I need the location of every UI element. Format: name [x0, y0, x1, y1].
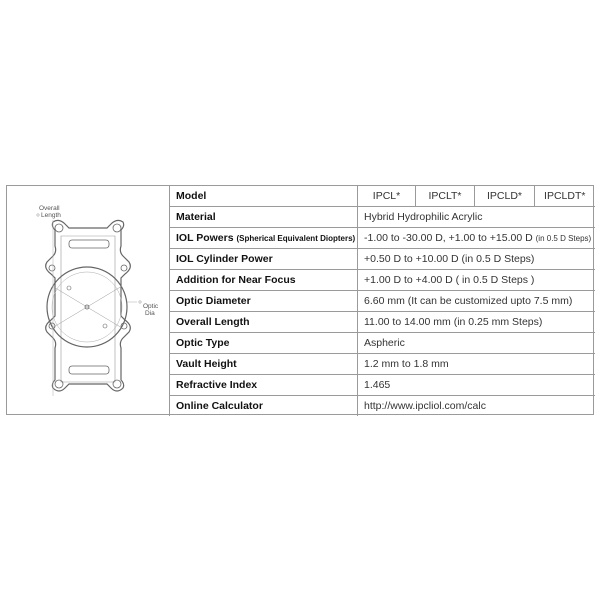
- row-value: Hybrid Hydrophilic Acrylic: [358, 207, 595, 228]
- row-label: Refractive Index: [170, 375, 358, 396]
- row-label: Addition for Near Focus: [170, 270, 358, 291]
- haptic-hole: [121, 265, 127, 271]
- table-row: [170, 312, 595, 333]
- optic-dia-label-2: Dia: [145, 310, 155, 317]
- row-label: Online Calculator: [170, 396, 358, 417]
- model-ipcld: IPCLD*: [475, 186, 535, 207]
- table-row: [170, 354, 595, 375]
- iol-powers-sublabel: (Spherical Equivalent Diopters): [236, 234, 356, 243]
- bottom-ledge: [69, 366, 109, 374]
- row-value: +1.00 D to +4.00 D ( in 0.5 D Steps ): [358, 270, 595, 291]
- row-value: 1.465: [358, 375, 595, 396]
- table-row: [170, 228, 595, 249]
- table-row: [170, 291, 595, 312]
- haptic-hole: [113, 380, 121, 388]
- row-label: [170, 228, 358, 249]
- row-label: Optic Type: [170, 333, 358, 354]
- haptic-hole: [49, 265, 55, 271]
- lens-drawing: [7, 186, 169, 414]
- table-row: [170, 249, 595, 270]
- row-value: [358, 228, 595, 249]
- overall-length-label: Overall: [39, 205, 60, 212]
- table-row-model: [170, 186, 595, 207]
- optic-dot: [67, 286, 71, 290]
- spec-card: [6, 185, 594, 415]
- row-value: +0.50 D to +10.00 D (in 0.5 D Steps): [358, 249, 595, 270]
- haptic-hole: [55, 380, 63, 388]
- iol-powers-steps: (in 0.5 D Steps): [535, 234, 592, 243]
- model-ipclt: IPCLT*: [416, 186, 475, 207]
- table-row: [170, 375, 595, 396]
- lens-diagram: [7, 186, 169, 414]
- row-label: Material: [170, 207, 358, 228]
- iol-powers-label: IOL Powers: [176, 232, 234, 244]
- model-ipcl: IPCL*: [358, 186, 416, 207]
- top-ledge: [69, 240, 109, 248]
- iol-powers-value: -1.00 to -30.00 D, +1.00 to +15.00 D: [364, 232, 533, 244]
- table-row: [170, 333, 595, 354]
- model-ipcldt: IPCLDT*: [535, 186, 595, 207]
- optic-dia-marker: [139, 301, 141, 303]
- row-value: 11.00 to 14.00 mm (in 0.25 mm Steps): [358, 312, 595, 333]
- haptic-hole: [55, 224, 63, 232]
- model-label: Model: [170, 186, 358, 207]
- overall-length-marker: [37, 214, 39, 216]
- table-row: [170, 270, 595, 291]
- table-row: [170, 396, 595, 417]
- table-row: [170, 207, 595, 228]
- row-value: 1.2 mm to 1.8 mm: [358, 354, 595, 375]
- haptic-hole: [113, 224, 121, 232]
- calculator-link[interactable]: http://www.ipcliol.com/calc: [358, 396, 595, 417]
- row-label: Optic Diameter: [170, 291, 358, 312]
- row-label: Vault Height: [170, 354, 358, 375]
- optic-dia-label: Optic: [143, 303, 159, 310]
- overall-length-label-2: Length: [41, 212, 61, 219]
- row-value: Aspheric: [358, 333, 595, 354]
- spec-table: [169, 186, 595, 416]
- optic-dot: [103, 324, 107, 328]
- row-value: 6.60 mm (It can be customized upto 7.5 mm): [358, 291, 595, 312]
- row-label: Overall Length: [170, 312, 358, 333]
- row-label: IOL Cylinder Power: [170, 249, 358, 270]
